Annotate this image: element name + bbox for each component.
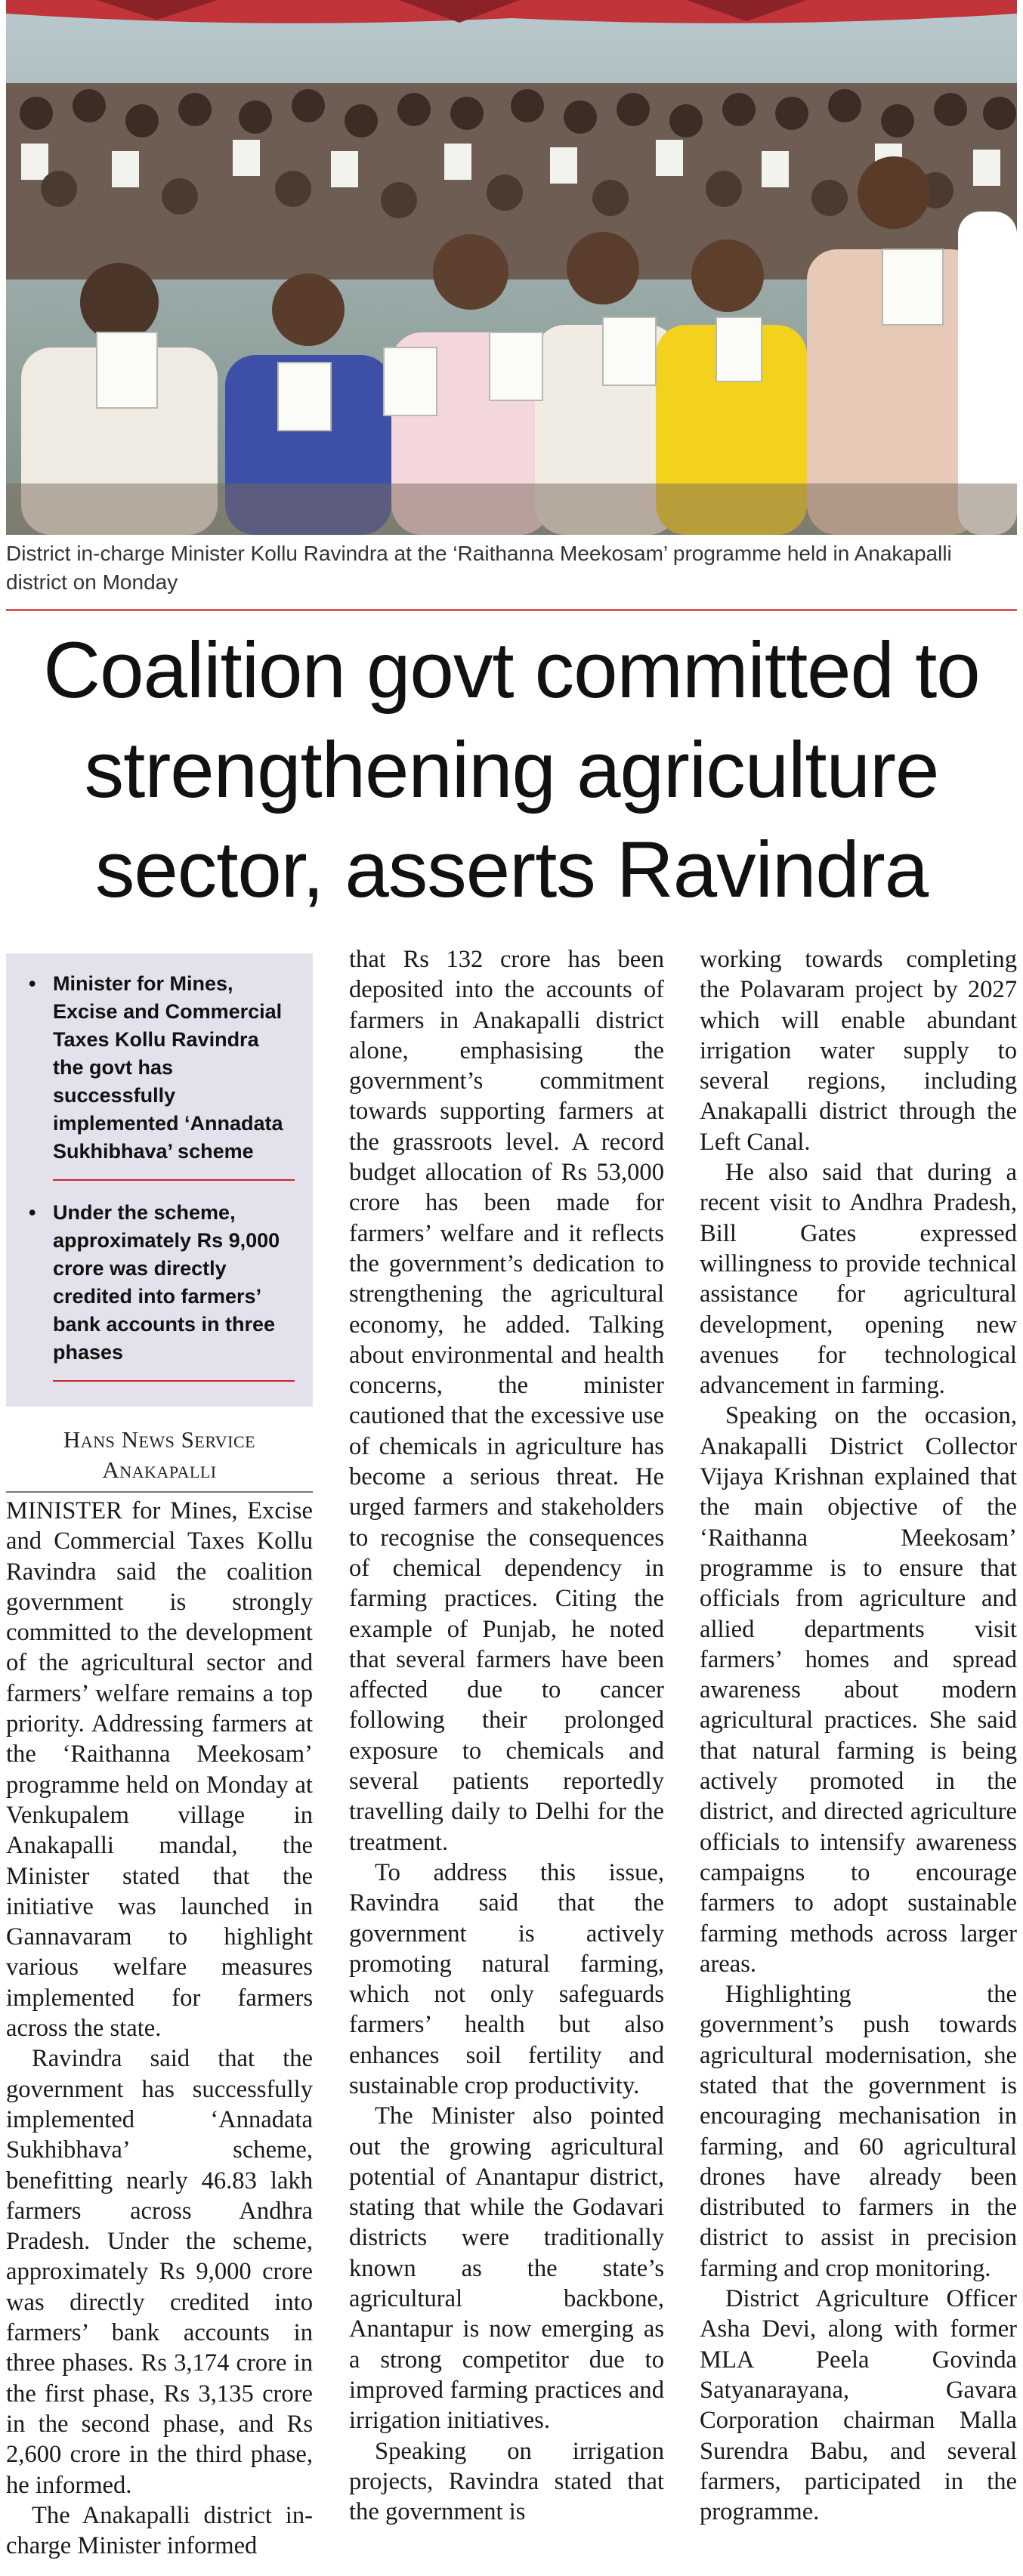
highlight-divider xyxy=(53,1179,295,1181)
body-paragraph: Speaking on irrigation projects, Ravindra stated that the government is xyxy=(349,2437,664,2526)
byline-source: Hans News Service xyxy=(63,1426,256,1453)
news-photo xyxy=(6,0,1017,535)
bullet-icon: • xyxy=(29,1201,36,1224)
article-column-2 xyxy=(349,944,664,2527)
body-paragraph: District Agriculture Officer Asha Devi, along with former MLA Peela Govinda Satyanarayana, Gavara Corporation chairman Malla Surendra Babu, and several farmers, participated in the programme. xyxy=(700,2285,1017,2526)
highlight-divider xyxy=(53,1380,295,1382)
byline-place: Anakapalli xyxy=(102,1456,217,1483)
crowd-photo-illustration xyxy=(6,0,1017,535)
headline: Coalition govt committed to strengthening agriculture sector, asserts Ravindra xyxy=(43,626,980,914)
byline-divider xyxy=(6,1491,313,1493)
photo-caption: District in-charge Minister Kollu Ravindra at the ‘Raithanna Meekosam’ programme held in Anakapalli district on Monday xyxy=(6,542,952,594)
body-paragraph: To address this issue, Ravindra said that the government is actively promoting natural farming, which not only safeguards farmers’ health but also enhances soil fertility and sustainable crop productivity. xyxy=(349,1858,664,2099)
article-column-3 xyxy=(700,944,1017,2527)
bullet-icon: • xyxy=(29,972,36,995)
caption-divider xyxy=(6,609,1017,611)
highlights-box xyxy=(6,953,313,1407)
body-paragraph: The Anakapalli district in-charge Minister informed xyxy=(6,2501,313,2560)
body-paragraph: He also said that during a recent visit to Andhra Pradesh, Bill Gates expressed willingness to provide technical assistance for agricultural development, opening new avenues for technological advancement in farming. xyxy=(700,1159,1017,1400)
body-paragraph: working towards completing the Polavaram project by 2027 which will enable abundant irrigation water supply to several regions, including Anakapalli district through the Left Canal. xyxy=(700,946,1017,1156)
highlight-item xyxy=(24,970,295,1166)
highlight-text: Under the scheme, approximately Rs 9,000 crore was directly credited into farmers’ bank accounts in three phases xyxy=(53,1201,280,1364)
body-paragraph: MINISTER for Mines, Excise and Commercial Taxes Kollu Ravindra said the coalition government is strongly committed to the development of the agricultural sector and farmers’ welfare remains a top priority. Addressing farmers at the ‘Raithanna Meekosam’ programme held on Monday at Venkupalem village in Anakapalli mandal, the Minister stated that the initiative was launched in Gannavaram to highlight various welfare measures implemented for farmers across the state. xyxy=(6,1497,313,2043)
article-column-1 xyxy=(6,1496,313,2561)
body-paragraph: The Minister also pointed out the growing agricultural potential of Anantapur district, stating that while the Godavari districts were traditionally known as the state’s agricultural backbone, Anantapur is now emerging as a strong competitor due to improved farming practices and irrigation initiatives. xyxy=(349,2102,664,2435)
body-paragraph: Speaking on the occasion, Anakapalli District Collector Vijaya Krishnan explained that the main objective of the ‘Raithanna Meekosam’ programme is to ensure that officials from agriculture and allied departments visit farmers’ homes and spread awareness about modern agricultural practices. She said that natural farming is being actively promoted in the district, and directed agriculture officials to intensify awareness campaigns to encourage farmers to adopt sustainable farming methods across larger areas. xyxy=(700,1402,1017,1978)
highlight-text: Minister for Mines, Excise and Commercial Taxes Kollu Ravindra the govt has successfully implemented ‘Annadata Sukhibhava’ scheme xyxy=(53,972,283,1163)
byline xyxy=(6,1425,313,1485)
body-paragraph: Highlighting the government’s push towards agricultural modernisation, she stated that the government is encouraging mechanisation in farming, and 60 agricultural drones have already been distributed to farmers in the district to assist in precision farming and crop monitoring. xyxy=(700,1981,1017,2282)
highlight-item xyxy=(24,1199,295,1367)
body-paragraph: that Rs 132 crore has been deposited into the accounts of farmers in Anakapalli district alone, emphasising the government’s commitment towards supporting farmers at the grassroots level. A record budget allocation of Rs 53,000 crore has been made for farmers’ welfare and it reflects the government’s dedication to strengthening the agricultural economy, he added. Talking about environmental and health concerns, the minister cautioned that the excessive use of chemicals in agriculture has become a serious threat. He urged farmers and stakeholders to recognise the consequences of chemical dependency in farming practices. Citing the example of Punjab, he noted that several farmers have been affected due to cancer following their prolonged exposure to chemicals and several patients reportedly travelling daily to Delhi for the treatment. xyxy=(349,946,664,1856)
body-paragraph: Ravindra said that the government has successfully implemented ‘Annadata Sukhibhava’ scheme, benefitting nearly 46.83 lakh farmers across Andhra Pradesh. Under the scheme, approximately Rs 9,000 crore was directly credited into farmers’ bank accounts in three phases. Rs 3,174 crore in the first phase, Rs 3,135 crore in the second phase, and Rs 2,600 crore in the third phase, he informed. xyxy=(6,2045,313,2499)
